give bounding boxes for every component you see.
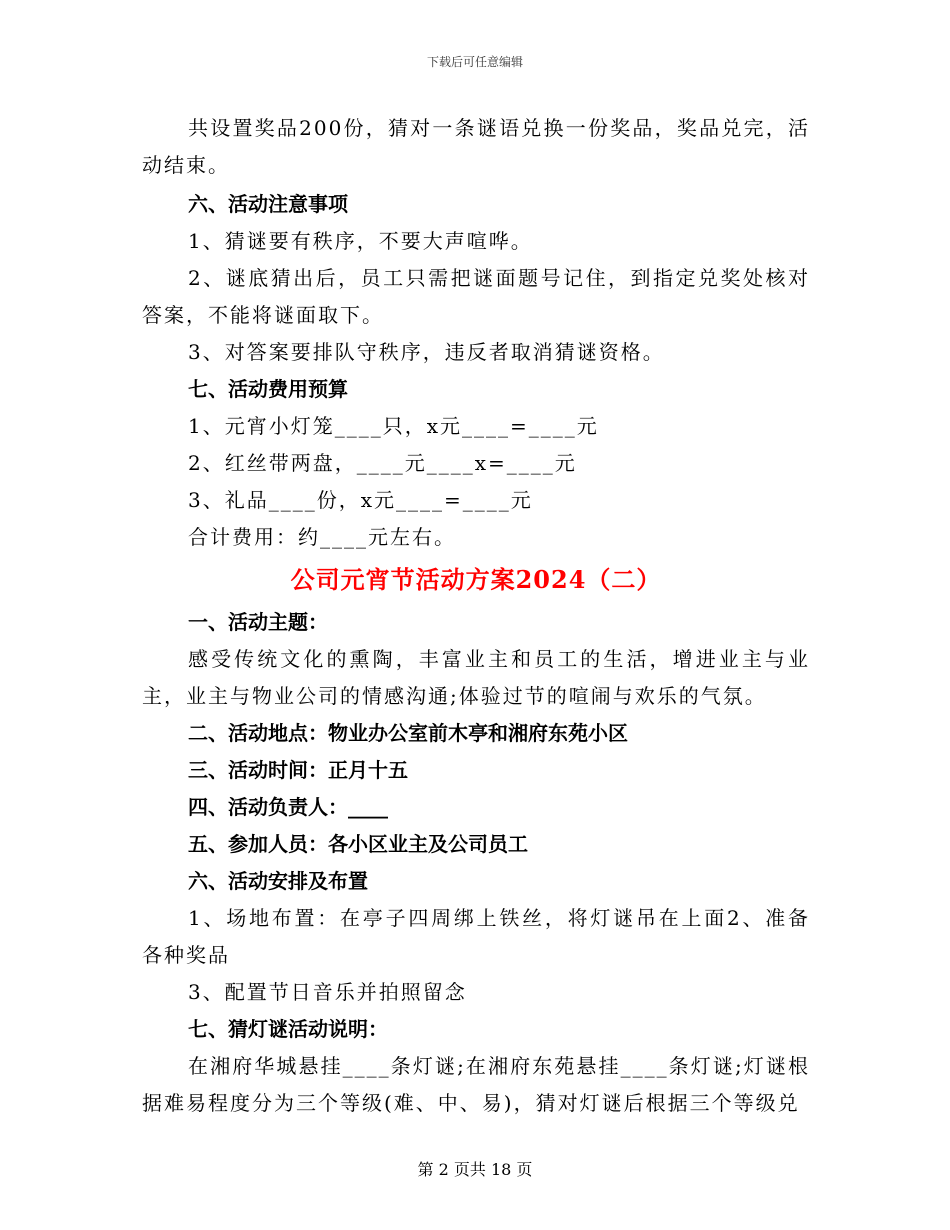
heading-time: 三、活动时间：正月十五 xyxy=(188,758,408,782)
budget-item: 1、元宵小灯笼____只，x元____=____元 xyxy=(188,414,599,438)
page-header: 下载后可任意编辑 xyxy=(426,55,523,69)
page-footer: 第 2 页共 18 页 xyxy=(417,1160,533,1179)
heading-budget: 七、活动费用预算 xyxy=(188,377,348,401)
budget-item: 2、红丝带两盘，____元____x=____元 xyxy=(188,451,577,475)
budget-item: 3、礼品____份，x元____=____元 xyxy=(188,488,533,512)
list-item: 1、猜谜要有秩序，不要大声喧哗。 xyxy=(188,229,533,253)
heading-participants: 五、参加人员：各小区业主及公司员工 xyxy=(188,832,528,856)
heading-arrangement: 六、活动安排及布置 xyxy=(188,869,368,893)
paragraph-riddle-rules: 在湘府华城悬挂____条灯谜;在湘府东苑悬挂____条灯谜;灯谜根据难易程度分为三个等级(难、中、易)，猜对灯谜后根据三个等级兑 xyxy=(142,1054,810,1115)
list-item: 3、对答案要排队守秩序，违反者取消猜谜资格。 xyxy=(188,340,665,364)
document-body xyxy=(142,110,810,1122)
list-item: 3、配置节日音乐并拍照留念 xyxy=(188,980,467,1004)
budget-total: 合计费用：约____元左右。 xyxy=(188,525,456,549)
heading-theme: 一、活动主题： xyxy=(188,610,328,634)
list-item: 1、场地布置：在亭子四周绑上铁丝，将灯谜吊在上面2、准备各种奖品 xyxy=(142,906,810,967)
paragraph-theme: 感受传统文化的熏陶，丰富业主和员工的生活，增进业主与业主，业主与物业公司的情感沟通;体验过节的喧闹与欢乐的气氛。 xyxy=(142,647,810,708)
document-title: 公司元宵节活动方案2024（二） xyxy=(290,565,662,594)
list-item: 2、谜底猜出后，员工只需把谜面题号记住，到指定兑奖处核对答案，不能将谜面取下。 xyxy=(142,266,810,327)
paragraph-prizes: 共设置奖品200份，猜对一条谜语兑换一份奖品，奖品兑完，活动结束。 xyxy=(142,116,810,177)
heading-notes: 六、活动注意事项 xyxy=(188,192,348,216)
heading-owner: 四、活动负责人：____ xyxy=(188,795,388,819)
heading-riddle-rules: 七、猜灯谜活动说明： xyxy=(188,1017,388,1041)
heading-location: 二、活动地点：物业办公室前木亭和湘府东苑小区 xyxy=(188,721,628,745)
